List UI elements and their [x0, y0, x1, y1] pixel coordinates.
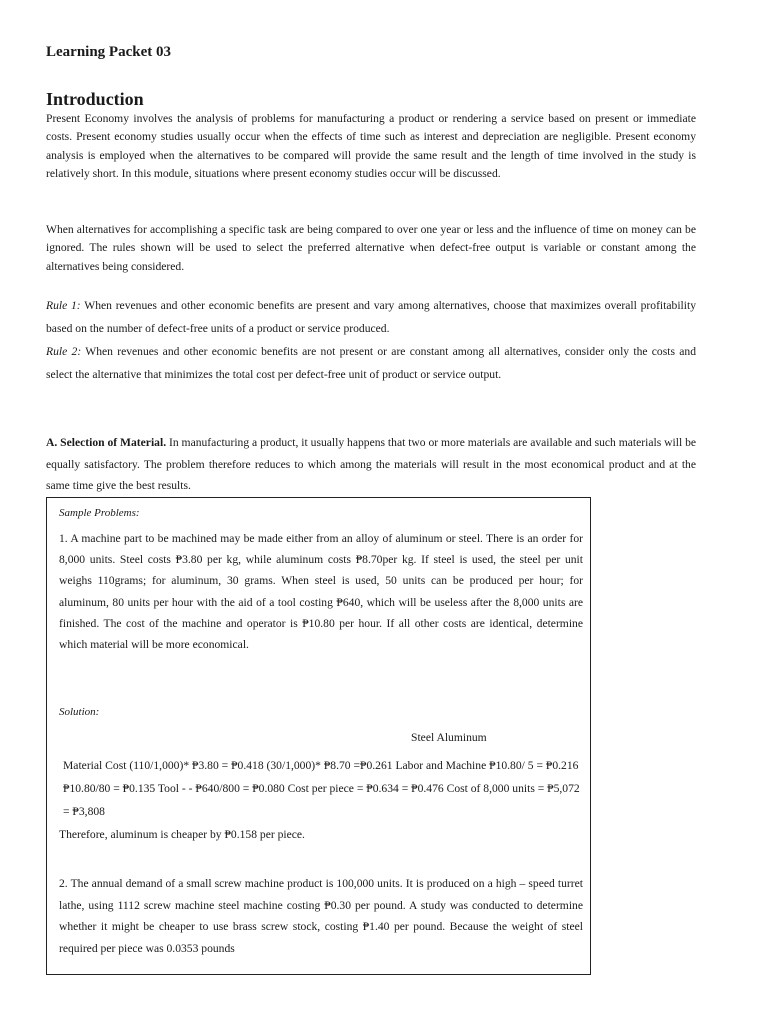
solution-header: Steel Aluminum	[411, 731, 487, 744]
rule-1-text: When revenues and other economic benefits are present and vary among alternatives, choose that maximizes overall profitability based on the number of defect-free units of a product or service produced.	[46, 299, 696, 335]
solution-label: Solution:	[59, 706, 100, 718]
rule-1-label: Rule 1:	[46, 299, 81, 312]
intro-paragraph-1: Present Economy involves the analysis of problems for manufacturing a product or rendering a service based on present or immediate costs. Present economy studies usually occur when the effects of time such as interest and depreciation are negligible. Present economy analysis is employed when the alternatives to be compared will provide the same result and the length of time involved in the study is relatively short. In this module, situations where present economy studies occur will be discussed.	[46, 112, 696, 181]
problem-2: 2. The annual demand of a small screw machine product is 100,000 units. It is produced on a high – speed turret lathe, using 1112 screw machine steel machine costing ₱0.30 per pound. A study was conducted to determine whether it might be cheaper to use brass screw stock, costing ₱1.40 per pound. Because the weight of steel required per piece was 0.0353 pounds	[59, 877, 583, 955]
section-title: Introduction	[46, 89, 144, 109]
packet-heading: Learning Packet 03	[46, 44, 171, 60]
rule-2-label: Rule 2:	[46, 345, 82, 358]
solution-body: Material Cost (110/1,000)* ₱3.80 = ₱0.418 (30/1,000)* ₱8.70 =₱0.261 Labor and Machine ₱10.80/ 5 = ₱0.216 ₱10.80/80 = ₱0.135 Tool - - ₱640/800 = ₱0.080 Cost per piece = ₱0.634 = ₱0.476 Cost of 8,000 units = ₱5,072 = ₱3,808	[63, 759, 580, 818]
intro-paragraph-2: When alternatives for accomplishing a specific task are being compared to over one year or less and the influence of time on money can be ignored. The rules shown will be used to select the preferred alternative when defect-free output is variable or constant among the alternatives being considered.	[46, 223, 696, 273]
solution-conclusion: Therefore, aluminum is cheaper by ₱0.158 per piece.	[59, 828, 305, 841]
sample-problems-label: Sample Problems:	[59, 507, 140, 519]
rule-2-text: When revenues and other economic benefits are not present or are constant among all alternatives, consider only the costs and select the alternative that minimizes the total cost per defect-free unit of product or service output.	[46, 345, 696, 381]
section-a-title: A. Selection of Material.	[46, 436, 167, 449]
section-a-paragraph	[46, 432, 696, 497]
section-a-text: In manufacturing a product, it usually happens that two or more materials are available and such materials will be equally satisfactory. The problem therefore reduces to which among the materials will result in the most economical product and at the same time give the best results.	[46, 436, 697, 492]
sample-problems-box	[46, 497, 591, 975]
rules-block	[46, 294, 696, 386]
problem-1: 1. A machine part to be machined may be made either from an alloy of aluminum or steel. There is an order for 8,000 units. Steel costs ₱3.80 per kg, while aluminum costs ₱8.70per kg. If steel is used, the steel per unit weighs 110grams; for aluminum, 30 grams. When steel is used, 50 units can be produced per hour; for aluminum, 80 units per hour with the aid of a tool costing ₱640, which will be useless after the 8,000 units are finished. The cost of the machine and operator is ₱10.80 per hour. If all other costs are identical, determine which material will be more economical.	[59, 532, 583, 652]
